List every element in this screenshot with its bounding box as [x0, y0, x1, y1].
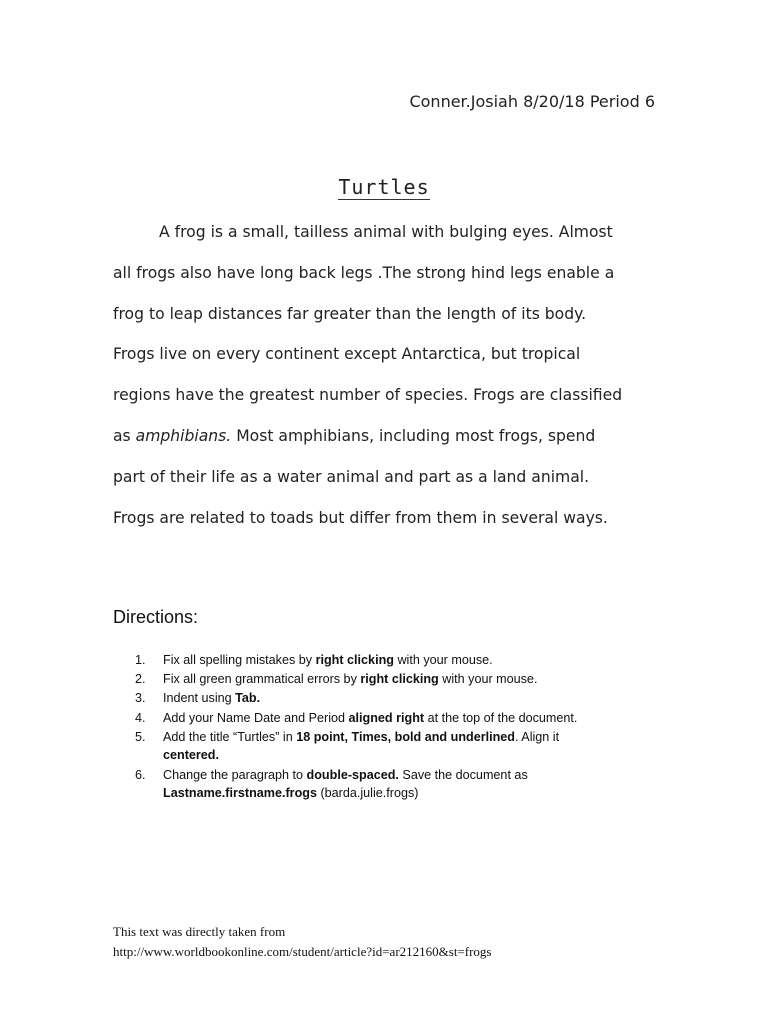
- direction-number: 3.: [135, 691, 146, 706]
- bold-text: 18 point, Times, bold and underlined: [296, 729, 515, 744]
- direction-item: 2. Fix all green grammatical errors by right clicking with your mouse.: [113, 670, 653, 689]
- source-intro: This text was directly taken from: [113, 924, 286, 939]
- direction-number: 5.: [135, 729, 146, 744]
- direction-number: 1.: [135, 653, 146, 667]
- paragraph-line: as amphibians. Most amphibians, including most frogs, spend: [113, 426, 596, 445]
- name-date-period: Conner.Josiah 8/20/18 Period 6: [409, 92, 655, 111]
- paragraph-line: part of their life as a water animal and part as a land animal.: [113, 467, 590, 486]
- bold-text: right clicking: [315, 653, 394, 667]
- document-title: Turtles: [338, 175, 430, 199]
- direction-item: 1. Fix all spelling mistakes by right clicking with your mouse.: [113, 651, 653, 670]
- document-title-wrap: [0, 175, 768, 200]
- bold-text: centered.: [163, 748, 219, 763]
- directions-list: [113, 651, 653, 803]
- source-note: [113, 922, 491, 962]
- direction-number: 4.: [135, 710, 146, 725]
- bold-text: aligned right: [348, 710, 425, 725]
- paragraph-line: Frogs are related to toads but differ from them in several ways.: [113, 508, 608, 527]
- direction-number: 6.: [135, 767, 146, 782]
- direction-item: 6. Change the paragraph to double-spaced. Save the document as Lastname.firstname.frogs (barda.julie.frogs): [135, 767, 528, 801]
- paragraph-line: A frog is a small, tailless animal with bulging eyes. Almost: [159, 223, 613, 241]
- bold-text: right clicking: [360, 672, 439, 687]
- directions-heading: Directions:: [113, 607, 199, 627]
- bold-text: Lastname.firstname.frogs: [163, 786, 317, 801]
- direction-item: 4. Add your Name Date and Period aligned right at the top of the document.: [113, 709, 653, 728]
- direction-item: 3. Indent using Tab.: [113, 689, 653, 708]
- bold-text: Tab.: [235, 691, 261, 706]
- italic-term: amphibians.: [135, 426, 232, 445]
- body-paragraph: [113, 220, 673, 546]
- paragraph-line: Frogs live on every continent except Antarctica, but tropical: [113, 345, 581, 364]
- paragraph-line: all frogs also have long back legs .The strong hind legs enable a: [113, 263, 615, 282]
- bold-text: double-spaced.: [306, 767, 399, 782]
- source-url: http://www.worldbookonline.com/student/article?id=ar212160&st=frogs: [113, 944, 492, 959]
- paragraph-line: frog to leap distances far greater than the length of its body.: [113, 304, 587, 323]
- paragraph-line: regions have the greatest number of species. Frogs are classified: [113, 386, 623, 405]
- direction-number: 2.: [135, 672, 146, 687]
- direction-item: 5. Add the title “Turtles” in 18 point, Times, bold and underlined. Align it centered.: [135, 729, 560, 763]
